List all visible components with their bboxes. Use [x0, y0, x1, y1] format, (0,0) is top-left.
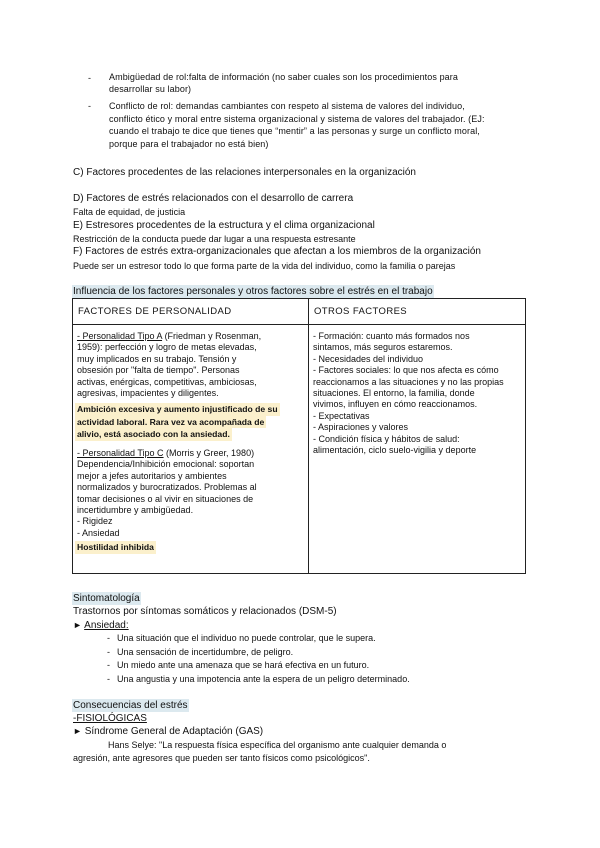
other-factor-line: sintamos, más seguros estaremos. — [313, 342, 453, 353]
sub-item-text: Un miedo ante una amenaza que se hará efectiva en un futuro. — [117, 660, 370, 670]
type-c-line: incertidumbre y ambigüedad. — [77, 504, 194, 515]
bullet-dash: - — [88, 73, 91, 83]
type-c-line: normalizados y burocratizados. Problemas al — [77, 482, 257, 493]
triangle-bullet-icon: ► — [73, 620, 82, 630]
table-caption: Influencia de los factores personales y otros factores sobre el estrés en el trabajo — [73, 286, 433, 297]
col1-header: FACTORES DE PERSONALIDAD — [73, 299, 309, 325]
other-factor-line: - Factores sociales: lo que nos afecta es cómo — [313, 365, 499, 376]
bullet-line: desarrollar su labor) — [109, 83, 192, 94]
sub-item-text: Una situación que el individuo no puede controlar, que le supera. — [117, 633, 376, 643]
other-factor-line: - Condición física y hábitos de salud: — [313, 433, 460, 444]
other-factor-line: - Necesidades del individuo — [313, 353, 424, 364]
sintomatologia-subtitle: Trastornos por síntomas somáticos y relacionados (DSM-5) — [73, 606, 337, 617]
gas-label: Síndrome General de Adaptación (GAS) — [84, 726, 264, 737]
factors-table — [72, 298, 526, 574]
type-a-title: - Personalidad Tipo A — [77, 331, 163, 341]
other-factor-line: - Expectativas — [313, 410, 370, 421]
section-d-heading: D) Factores de estrés relacionados con el desarrollo de carrera — [73, 193, 354, 204]
type-a-line: 1959): perfección y logro de metas elevadas, — [77, 342, 257, 353]
type-c-title: - Personalidad Tipo C — [77, 447, 164, 458]
type-a-line: obsesión por "falta de tiempo". Personas — [77, 365, 240, 376]
bullet-line: Conflicto de rol: demandas cambiantes con respeto al sistema de valores del individuo, — [109, 101, 465, 111]
ansiedad-sub-item: - Una sensación de incertidumbre, de peligro. — [107, 646, 294, 657]
bullet-line: Ambigüedad de rol:falta de información (no saber cuales son los procedimientos para — [109, 72, 458, 82]
sintomatologia-heading: Sintomatología — [73, 593, 140, 604]
section-c-heading: C) Factores procedentes de las relaciones interpersonales en la organización — [73, 167, 416, 178]
other-factor-line: situaciones. El entorno, la familia, donde — [313, 388, 475, 399]
type-a-title-line — [77, 331, 304, 342]
ansiedad-label: Ansiedad: — [84, 620, 129, 631]
section-e-note: Restricción de la conducta puede dar lugar a una respuesta estresante — [73, 234, 356, 244]
type-a-line: agresivas, impacientes y diligentes. — [77, 388, 219, 399]
other-factors-cell — [309, 325, 526, 574]
ansiedad-sub-item: - Una situación que el individuo no puede controlar, que le supera. — [107, 633, 376, 643]
type-a-line: activas, enérgicas, competitivas, ambiciosas, — [77, 376, 257, 387]
other-factor-line: vivimos, influyen en cómo reaccionamos. — [313, 399, 478, 410]
bullet-ambiguedad — [109, 72, 458, 95]
sub-item-text: Una sensación de incertidumbre, de peligro. — [117, 646, 294, 657]
type-a-cite: (Friedman y Rosenman, — [162, 331, 262, 341]
fisiologicas-subheading: -FISIOLÓGICAS — [73, 713, 147, 724]
triangle-bullet-icon: ► — [73, 726, 82, 736]
type-c-line: - Ansiedad — [77, 527, 120, 538]
bullet-line: porque para el trabajador no está bien) — [109, 138, 269, 149]
other-factor-line: reaccionamos a las situaciones y no las propias — [313, 376, 504, 387]
other-factor-line: - Aspiraciones y valores — [313, 422, 409, 433]
other-factor-line: - Formación: cuanto más formados nos — [313, 331, 470, 341]
personality-factors-cell — [73, 325, 309, 574]
other-factor-line: alimentación, ciclo suelo-vigilia y deporte — [313, 445, 477, 456]
ansiedad-sub-list — [107, 632, 410, 686]
selye-quote-line2: agresión, ante agresores que pueden ser tanto físicos como psicológicos". — [73, 753, 370, 763]
type-a-highlight-line: actividad laboral. Rara vez va acompañada de — [77, 416, 265, 427]
type-c-title-line — [77, 448, 304, 459]
gas-item — [73, 725, 263, 738]
type-c-line: Dependencia/Inhibición emocional: soportan — [77, 459, 255, 470]
type-c-line: - Rigidez — [77, 516, 113, 527]
type-a-line: muy implicados en su trabajo. Tensión y — [77, 353, 237, 364]
section-e-heading: E) Estresores procedentes de la estructura y el clima organizacional — [73, 220, 375, 231]
bullet-dash: - — [88, 101, 91, 111]
col2-header: OTROS FACTORES — [309, 299, 526, 325]
selye-quote-line1: Hans Selye: "La respuesta física específica del organismo ante cualquier demanda o — [108, 740, 447, 750]
type-a-highlight-line: Ambición excesiva y aumento injustificado de su — [77, 404, 278, 415]
section-f-heading: F) Factores de estrés extra-organizacionales que afectan a los miembros de la organización — [73, 246, 481, 257]
type-a-highlight-line: alivio, está asociado con la ansiedad. — [77, 429, 230, 440]
section-f-note: Puede ser un estresor todo lo que forma parte de la vida del individuo, como la familia o parejas — [73, 261, 456, 271]
bullet-conflicto — [109, 100, 485, 150]
table-body-row — [73, 325, 526, 574]
bullet-line: conflicto ético y moral entre sistema organizacional y sistema de valores del trabajador. (EJ: — [109, 113, 485, 124]
type-c-line: mejor a jefes autoritarios y ambientes — [77, 470, 227, 481]
sub-item-text: Una angustia y una impotencia ante la espera de un peligro determinado. — [117, 673, 410, 684]
section-d-note: Falta de equidad, de justicia — [73, 207, 186, 217]
consecuencias-heading: Consecuencias del estrés — [73, 700, 188, 711]
ansiedad-item — [73, 619, 129, 632]
type-c-cite: (Morris y Greer, 1980) — [163, 447, 255, 458]
type-c-line: tomar decisiones o al vivir en situaciones de — [77, 493, 254, 504]
table-header-row — [73, 299, 526, 325]
ansiedad-sub-item: - Un miedo ante una amenaza que se hará efectiva en un futuro. — [107, 660, 370, 670]
type-c-highlight: Hostilidad inhibida — [77, 542, 154, 553]
bullet-line: cuando el trabajo te dice que tienes que “mentir” a las personas y surge un conflicto moral, — [109, 126, 480, 137]
ansiedad-sub-item: - Una angustia y una impotencia ante la espera de un peligro determinado. — [107, 673, 410, 684]
